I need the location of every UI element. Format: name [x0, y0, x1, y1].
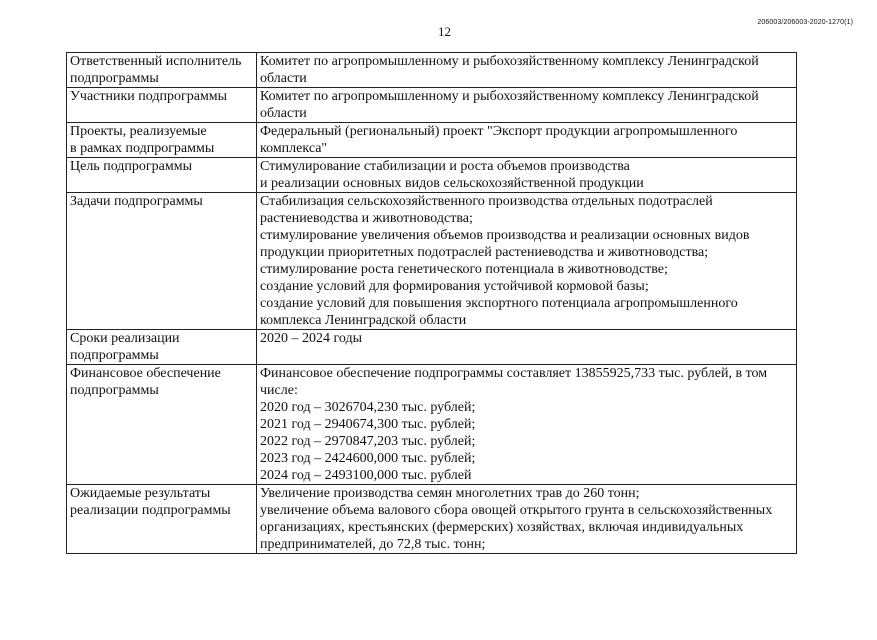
row-label-cell — [67, 330, 257, 365]
row-label-cell — [67, 485, 257, 554]
row-value-line: и реализации основных видов сельскохозяйственной продукции — [260, 176, 644, 191]
row-label-line: Сроки реализации — [70, 331, 180, 346]
row-value-line: 2022 год – 2970847,203 тыс. рублей; — [260, 434, 476, 449]
document-id: 206003/206003-2020-1270(1) — [757, 19, 853, 26]
row-value-line: увеличение объема валового сбора овощей открытого грунта в сельскохозяйственных — [260, 503, 773, 518]
row-label-line: подпрограммы — [70, 348, 159, 363]
row-label-line: подпрограммы — [70, 71, 159, 86]
row-value-cell — [257, 158, 797, 193]
row-value-line: создание условий для повышения экспортного потенциала агропромышленного — [260, 296, 738, 311]
row-label-line: в рамках подпрограммы — [70, 141, 215, 156]
row-label-cell — [67, 193, 257, 330]
row-value-line: 2020 – 2024 годы — [260, 331, 363, 346]
row-value-line: Комитет по агропромышленному и рыбохозяйственному комплексу Ленинградской — [260, 89, 759, 104]
row-label-line: Ответственный исполнитель — [70, 54, 242, 69]
row-label-cell — [67, 158, 257, 193]
table-row — [67, 485, 797, 554]
page-number: 12 — [438, 24, 451, 39]
row-label-line: Ожидаемые результаты — [70, 486, 211, 501]
row-value-cell — [257, 330, 797, 365]
row-value-cell — [257, 123, 797, 158]
row-value-line: 2021 год – 2940674,300 тыс. рублей; — [260, 417, 476, 432]
row-label-cell — [67, 88, 257, 123]
row-value-line: Стимулирование стабилизации и роста объемов производства — [260, 159, 630, 174]
row-label-line: Финансовое обеспечение — [70, 366, 221, 381]
row-label-cell — [67, 53, 257, 88]
row-value-line: Увеличение производства семян многолетних трав до 260 тонн; — [260, 486, 640, 501]
row-value-line: Федеральный (региональный) проект "Экспорт продукции агропромышленного — [260, 124, 738, 139]
subprogram-passport-table — [66, 52, 797, 554]
row-value-line: создание условий для формирования устойчивой кормовой базы; — [260, 279, 649, 294]
table-row — [67, 88, 797, 123]
row-value-line: Комитет по агропромышленному и рыбохозяйственному комплексу Ленинградской — [260, 54, 759, 69]
row-value-line: растениеводства и животноводства; — [260, 211, 473, 226]
table-row — [67, 53, 797, 88]
row-label-line: Задачи подпрограммы — [70, 194, 203, 209]
row-label-line: Участники подпрограммы — [70, 89, 228, 104]
row-value-cell — [257, 88, 797, 123]
table-row — [67, 365, 797, 485]
row-value-line: предпринимателей, до 72,8 тыс. тонн; — [260, 537, 486, 552]
row-label-cell — [67, 365, 257, 485]
row-value-cell — [257, 193, 797, 330]
row-value-line: комплекса Ленинградской области — [260, 313, 467, 328]
row-value-line: области — [260, 106, 307, 121]
row-label-cell — [67, 123, 257, 158]
row-value-line: организациях, крестьянских (фермерских) хозяйствах, включая индивидуальных — [260, 520, 744, 535]
row-value-line: продукции приоритетных подотраслей растениеводства и животноводства; — [260, 245, 709, 260]
row-label-line: Цель подпрограммы — [70, 159, 192, 174]
row-value-line: комплекса" — [260, 141, 328, 156]
row-value-line: числе: — [260, 383, 298, 398]
row-value-line: 2024 год – 2493100,000 тыс. рублей — [260, 468, 472, 483]
row-value-line: области — [260, 71, 307, 86]
table-row — [67, 158, 797, 193]
row-value-cell — [257, 53, 797, 88]
row-value-line: 2020 год – 3026704,230 тыс. рублей; — [260, 400, 476, 415]
row-value-line: Стабилизация сельскохозяйственного производства отдельных подотраслей — [260, 194, 713, 209]
row-value-line: стимулирование увеличения объемов производства и реализации основных видов — [260, 228, 750, 243]
row-label-line: Проекты, реализуемые — [70, 124, 207, 139]
row-label-line: реализации подпрограммы — [70, 503, 231, 518]
row-value-line: Финансовое обеспечение подпрограммы составляет 13855925,733 тыс. рублей, в том — [260, 366, 768, 381]
table-row — [67, 193, 797, 330]
table-row — [67, 123, 797, 158]
row-label-line: подпрограммы — [70, 383, 159, 398]
row-value-line: 2023 год – 2424600,000 тыс. рублей; — [260, 451, 476, 466]
row-value-cell — [257, 365, 797, 485]
table-row — [67, 330, 797, 365]
row-value-cell — [257, 485, 797, 554]
row-value-line: стимулирование роста генетического потенциала в животноводстве; — [260, 262, 668, 277]
